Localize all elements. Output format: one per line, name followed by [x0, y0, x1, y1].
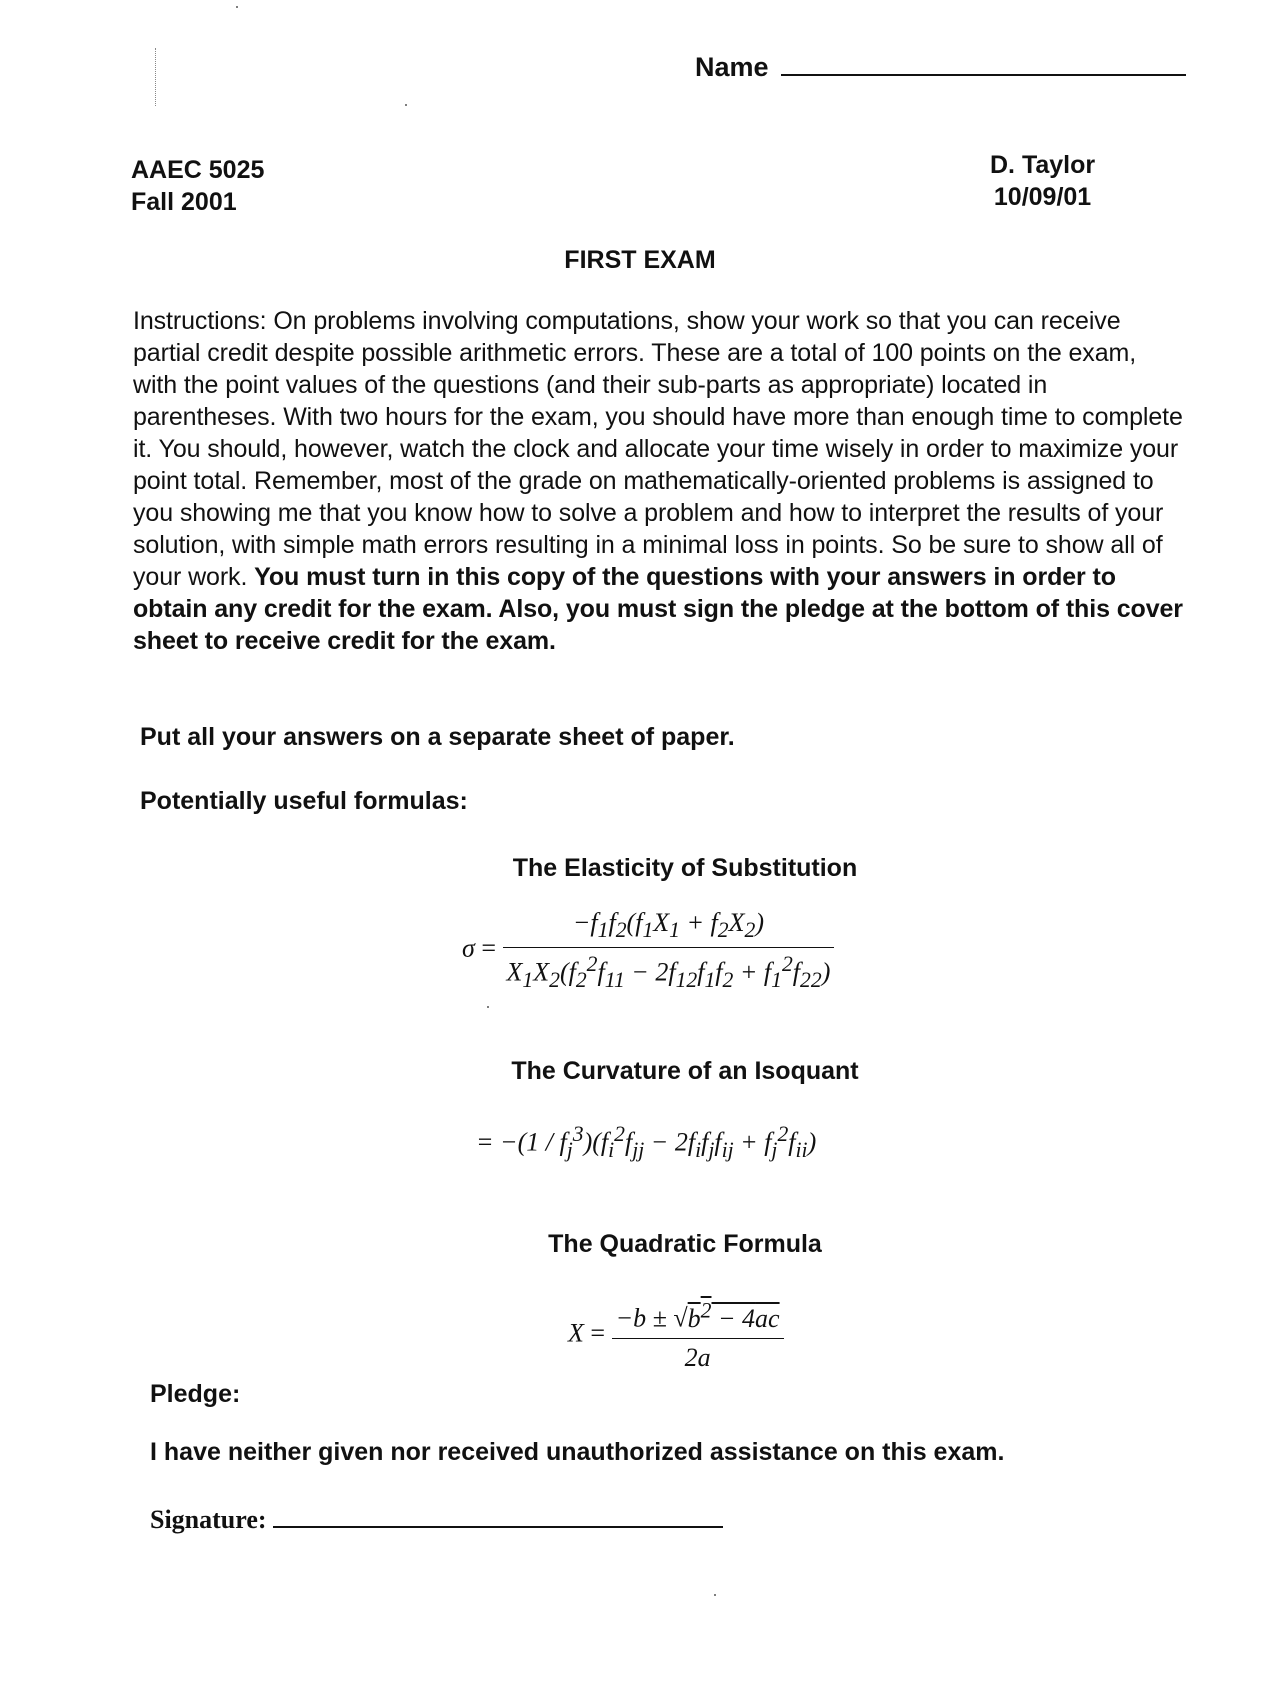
signature-field: [150, 1505, 723, 1535]
pledge-label: Pledge:: [150, 1380, 241, 1408]
elasticity-formula: σ = $\frac{-f_1f_2(f_1X_1 + f_2X_2)}{X_1X_2(f_2^2f_{11} - 2f_{12}f_1f_2 + f_1^2f_{22})}$: [462, 908, 834, 993]
course-info: [131, 154, 264, 218]
instructions-paragraph: [133, 305, 1183, 657]
instructions-bold-text: You must turn in this copy of the questions with your answers in order to obtain any credit for the exam. Also, you must sign the pledge at the bottom of this cover sheet to receive credit for the exam.: [133, 563, 1183, 655]
scan-speck: [236, 6, 238, 8]
exam-title: FIRST EXAM: [564, 246, 716, 274]
instructor-info: [990, 149, 1095, 213]
signature-label: Signature:: [150, 1505, 267, 1534]
name-label: Name: [695, 52, 769, 82]
instructions-text: Instructions: On problems involving computations, show your work so that you can receive partial credit despite possible arithmetic errors. These are a total of 100 points on the exam, with the point values of the questions (and their sub-parts as appropriate) located in parentheses. With two hours for the exam, you should have more than enough time to complete it. You should, however, watch the clock and allocate your time wisely in order to maximize your point total. Remember, most of the grade on mathematically-oriented problems is assigned to you showing me that you know how to solve a problem and how to interpret the results of your solution, with simple math errors resulting in a minimal loss in points. So be sure to show all of your work.: [133, 307, 1183, 591]
course-code: AAEC 5025: [131, 156, 265, 184]
quadratic-formula: X = $\frac{-b \pm √b^2 - 4ac}{2a}$: [568, 1298, 784, 1373]
scan-edge-mark: [155, 48, 156, 106]
exam-date: 10/09/01: [993, 183, 1092, 211]
formulas-heading: Potentially useful formulas:: [140, 787, 468, 815]
name-field: [695, 52, 1186, 83]
scan-speck: [714, 1594, 716, 1596]
curvature-formula: = $-(1 / f_j^3)(f_i^2f_{jj} - 2f_if_jf_{ij} + f_j^2f_{ii})$: [476, 1122, 817, 1162]
quadratic-title: The Quadratic Formula: [548, 1230, 822, 1258]
curvature-title: The Curvature of an Isoquant: [511, 1057, 859, 1085]
name-blank-line: [781, 52, 1186, 76]
answers-note: Put all your answers on a separate sheet of paper.: [140, 723, 735, 751]
signature-blank-line: [273, 1508, 723, 1528]
instructor-name: D. Taylor: [990, 151, 1096, 179]
term: Fall 2001: [131, 188, 237, 216]
scan-speck: [405, 104, 407, 106]
scan-speck: [487, 1006, 489, 1008]
elasticity-title: The Elasticity of Substitution: [512, 854, 858, 882]
pledge-text: I have neither given nor received unauthorized assistance on this exam.: [150, 1438, 1005, 1466]
